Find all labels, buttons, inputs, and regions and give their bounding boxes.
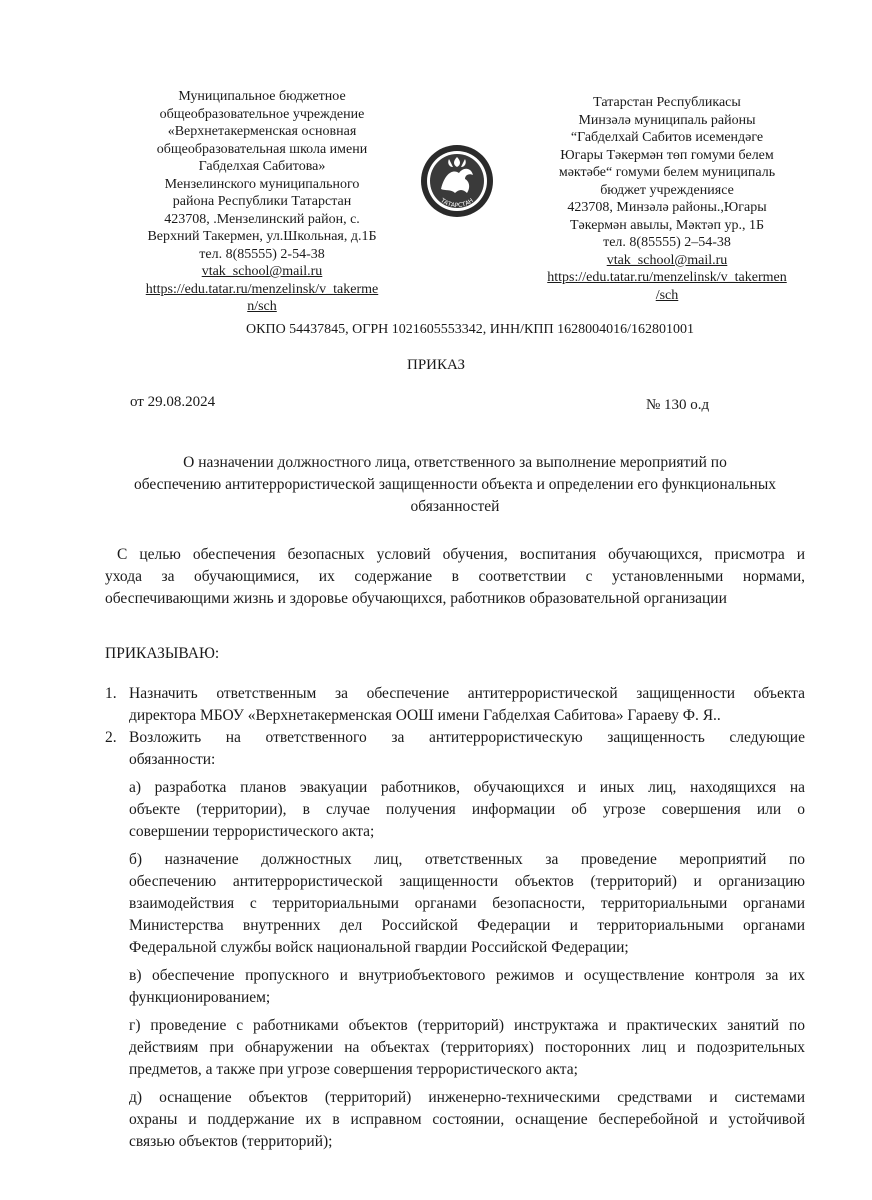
document-title: ПРИКАЗ xyxy=(407,357,465,373)
sub-item-line: Федеральной службы войск национальной гвардии Российской Федерации; xyxy=(129,939,629,956)
header-left-line: Муниципальное бюджетное xyxy=(178,89,346,104)
header-right-line: Татарстан Республикасы xyxy=(593,95,741,110)
list-item-number: 1. xyxy=(105,685,117,702)
intro-line: ухода за обучающимися, их содержание в соответствии с установленными нормами, xyxy=(105,568,805,585)
header-right-line: бюджет учреждениясе xyxy=(600,182,734,198)
header-right-line: мәктәбе“ гомуми белем муниципаль xyxy=(558,165,776,180)
intro-line: С целью обеспечения безопасных условий обучения, воспитания обучающихся, присмотра и xyxy=(117,546,805,563)
sub-item-line: г) проведение с работниками объектов (территорий) инструктажа и практических занятий по xyxy=(129,1017,805,1034)
sub-item-line: объекте (территории), в случае получения информации об угрозе совершения или о xyxy=(129,801,805,818)
header-right-line: Тәкермән авылы, Мәктәп ур., 1Б xyxy=(569,217,765,233)
sub-item-b xyxy=(129,849,805,959)
header-left-email-link[interactable]: vtak_school@mail.ru xyxy=(201,264,323,279)
header-left-url-link[interactable]: https://edu.tatar.ru/menzelinsk/v_takerme xyxy=(145,281,379,297)
order-list xyxy=(105,683,805,1153)
header-left-line: района Республики Татарстан xyxy=(172,194,352,209)
header-right-line: Минзәлә муниципаль районы xyxy=(578,112,756,128)
sub-item-line: б) назначение должностных лиц, ответственных за проведение мероприятий по xyxy=(129,851,805,868)
intro-paragraph xyxy=(105,544,805,610)
item-line: Возложить на ответственного за антитеррористическую защищенность следующие xyxy=(129,729,805,746)
sub-item-d xyxy=(129,1087,805,1153)
subject-line: обязанностей xyxy=(410,498,500,515)
sub-item-line: совершении террористического акта; xyxy=(129,823,375,840)
header-left-url-link-cont[interactable]: n/sch xyxy=(247,299,277,314)
order-heading: ПРИКАЗЫВАЮ: xyxy=(105,645,220,662)
header-right-line: “Габделхай Сабитов исемендәге xyxy=(570,130,764,145)
header-right-url-link[interactable]: https://edu.tatar.ru/menzelinsk/v_takermen xyxy=(547,270,787,285)
header-right-line: 423708, Минзәлә районы.,Югары xyxy=(567,200,767,215)
sub-item-v xyxy=(129,965,805,1009)
sub-item-line: действиям при обнаружении на объектах (территориях) посторонних лиц и подозрительных xyxy=(129,1039,805,1056)
header-left-line: общеобразовательное учреждение xyxy=(159,106,365,122)
sub-item-line: а) разработка планов эвакуации работников, обучающихся и иных лиц, находящихся на xyxy=(129,779,805,796)
subject-line: О назначении должностного лица, ответственного за выполнение мероприятий по xyxy=(183,454,727,471)
emblem-text: ТАТАРСТАН xyxy=(439,197,475,210)
header-left-line: общеобразовательная школа имени xyxy=(156,141,368,157)
list-item-number: 2. xyxy=(105,729,117,746)
header-right-line: Югары Тәкермән төп гомуми белем xyxy=(560,147,774,163)
header-left-line: Мензелинского муниципального xyxy=(164,176,360,192)
item-line: директора МБОУ «Верхнетакерменская ООШ имени Габделхая Сабитова» Гараеву Ф. Я.. xyxy=(129,707,721,724)
registration-codes: ОКПО 54437845, ОГРН 1021605553342, ИНН/КПП 1628004016/162801001 xyxy=(246,322,694,337)
sub-item-line: Министерства внутренних дел Российской Федерации и территориальными органами xyxy=(129,917,805,934)
list-item-2 xyxy=(105,727,805,1153)
sub-item-a xyxy=(129,777,805,843)
sub-item-line: в) обеспечение пропускного и внутриобъектового режимов и осуществление контроля за их xyxy=(129,967,805,984)
header-left-line: «Верхнетакерменская основная xyxy=(167,124,357,139)
header-right-block xyxy=(512,94,822,304)
order-date: от 29.08.2024 xyxy=(130,394,216,410)
header-left-line: Верхний Такермен, ул.Школьная, д.1Б xyxy=(147,229,377,244)
sub-item-line: д) оснащение объектов (территорий) инженерно-техническими средствами и системами xyxy=(129,1089,805,1106)
header-left-line: тел. 8(85555) 2-54-38 xyxy=(199,246,325,262)
header-left-block xyxy=(112,88,412,316)
sub-item-g xyxy=(129,1015,805,1081)
sub-item-line: взаимодействия с территориальными органами безопасности, территориальными органами xyxy=(129,895,805,912)
sub-item-line: охраны и поддержание их в исправном состоянии, оснащение бесперебойной и устойчивой xyxy=(129,1111,805,1128)
sub-item-line: связью объектов (территорий); xyxy=(129,1133,333,1150)
sub-item-line: функционированием; xyxy=(129,989,271,1006)
item-line: обязанности: xyxy=(129,751,216,768)
header-left-line: 423708, .Мензелинский район, с. xyxy=(164,211,360,227)
tatarstan-emblem-icon xyxy=(419,143,495,219)
sub-item-line: предметов, а также при угрозе совершения террористического акта; xyxy=(129,1061,578,1078)
item-line: Назначить ответственным за обеспечение антитеррористической защищенности объекта xyxy=(129,685,805,702)
order-number: № 130 о.д xyxy=(646,397,710,413)
header-left-line: Габделхая Сабитова» xyxy=(198,159,326,174)
header-right-line: тел. 8(85555) 2–54-38 xyxy=(603,235,731,250)
list-item-1 xyxy=(105,683,805,727)
header-right-email-link[interactable]: vtak_school@mail.ru xyxy=(606,252,728,268)
sub-item-line: обеспечению антитеррористической защищенности объектов (территорий) и организацию xyxy=(129,873,805,890)
order-subject xyxy=(105,452,805,518)
intro-line: обеспечивающими жизнь и здоровье обучающихся, работников образовательной организации xyxy=(105,590,727,607)
subject-line: обеспечению антитеррористической защищенности объекта и определении его функциональных xyxy=(133,476,777,493)
header-right-url-link-cont[interactable]: /sch xyxy=(655,287,679,303)
